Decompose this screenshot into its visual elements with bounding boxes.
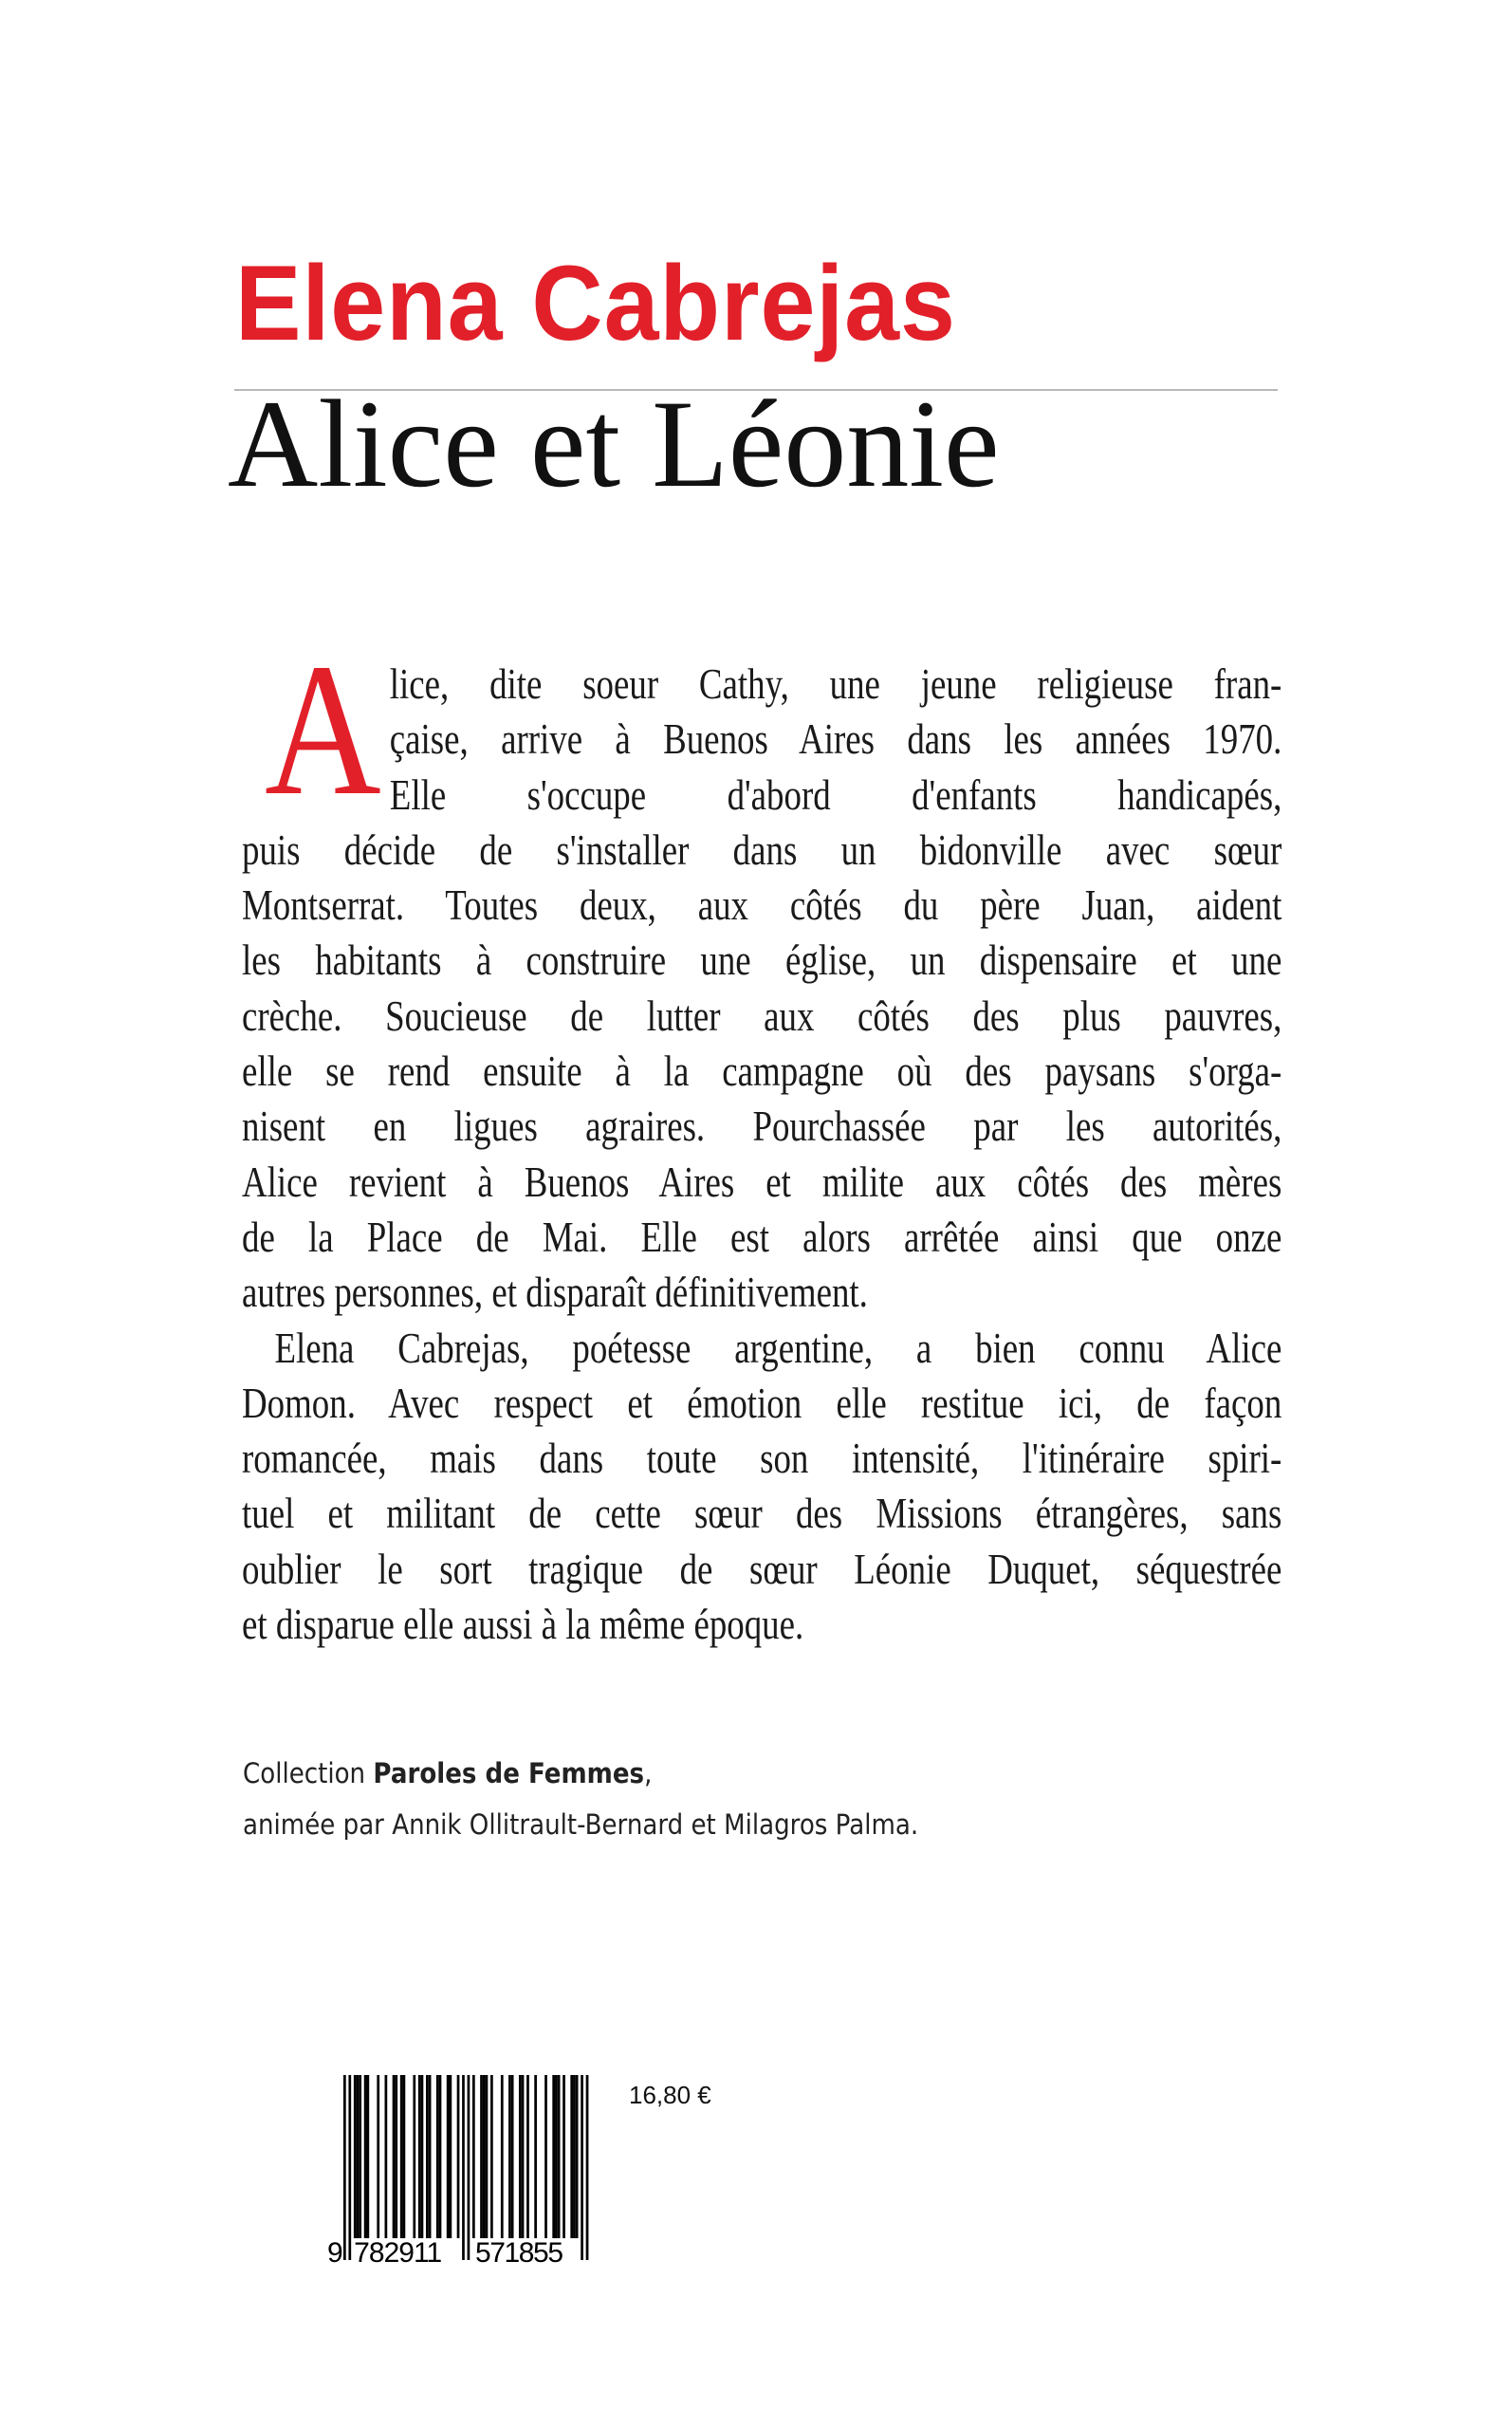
barcode-digits-left: 782911 bbox=[354, 2237, 443, 2268]
barcode-bar bbox=[570, 2075, 573, 2238]
barcode-bar bbox=[526, 2075, 529, 2238]
barcode-bar bbox=[486, 2075, 489, 2238]
collection-line bbox=[243, 1757, 652, 1789]
price: 16,80 € bbox=[629, 2081, 711, 2109]
barcode-bar bbox=[522, 2075, 525, 2238]
barcode-bar bbox=[457, 2075, 460, 2238]
barcode-bar bbox=[413, 2075, 415, 2238]
blurb-line: tuel et militant de cette sœur des Missions étrangères, sans bbox=[242, 1490, 1282, 1538]
barcode-bar bbox=[348, 2075, 351, 2260]
barcode-bar bbox=[519, 2075, 522, 2238]
barcode-bar bbox=[544, 2075, 547, 2238]
barcode-bar bbox=[586, 2075, 589, 2260]
barcode-bar bbox=[393, 2075, 396, 2238]
blurb-line: nisent en ligues agraires. Pourchassée par les autorités, bbox=[242, 1103, 1282, 1151]
isbn-barcode bbox=[323, 2068, 607, 2268]
blurb-line: Montserrat. Toutes deux, aux côtés du père Juan, aident bbox=[242, 881, 1282, 930]
collection-name: Paroles de Femmes bbox=[373, 1757, 645, 1789]
barcode-bar bbox=[429, 2075, 432, 2238]
barcode-bar bbox=[343, 2075, 346, 2260]
barcode-bar bbox=[552, 2075, 555, 2238]
barcode-digits-right: 571855 bbox=[475, 2237, 563, 2268]
barcode-bar bbox=[403, 2075, 406, 2238]
barcode-bar bbox=[483, 2075, 486, 2238]
blurb-line: elle se rend ensuite à la campagne où des paysans s'orga- bbox=[242, 1047, 1282, 1096]
barcode-bar bbox=[472, 2075, 475, 2238]
blurb-line: crèche. Soucieuse de lutter aux côtés des plus pauvres, bbox=[242, 991, 1282, 1040]
barcode-bar bbox=[364, 2075, 367, 2238]
barcode-bar bbox=[462, 2075, 465, 2260]
barcode-bar bbox=[366, 2075, 369, 2238]
barcode-bar bbox=[555, 2075, 558, 2238]
barcode-bar bbox=[447, 2075, 450, 2238]
barcode-bar bbox=[418, 2075, 421, 2238]
barcode-bar bbox=[354, 2075, 357, 2238]
collection-suffix: , bbox=[644, 1757, 653, 1789]
barcode-bar bbox=[562, 2075, 565, 2238]
barcode-bar bbox=[576, 2075, 579, 2238]
book-title: Alice et Léonie bbox=[228, 374, 1000, 513]
blurb-line: çaise, arrive à Buenos Aires dans les années 1970. bbox=[389, 715, 1282, 764]
collection-credits: animée par Annik Ollitrault-Bernard et Milagros Palma. bbox=[243, 1808, 919, 1841]
blurb-line: romancée, mais dans toute son intensité, l'itinéraire spiri- bbox=[242, 1435, 1282, 1483]
blurb-line: de la Place de Mai. Elle est alors arrêtée ainsi que onze bbox=[242, 1213, 1282, 1261]
barcode-bar bbox=[534, 2075, 537, 2238]
barcode-bar bbox=[439, 2075, 442, 2238]
barcode-bar bbox=[581, 2075, 583, 2260]
barcode-bar bbox=[508, 2075, 511, 2238]
barcode-bar bbox=[421, 2075, 424, 2238]
barcode-bar bbox=[400, 2075, 403, 2238]
barcode-bar bbox=[426, 2075, 429, 2238]
blurb-line: lice, dite soeur Cathy, une jeune religieuse fran- bbox=[389, 660, 1282, 708]
barcode-bar bbox=[450, 2075, 452, 2238]
drop-cap: A bbox=[265, 625, 381, 835]
blurb-line: Alice revient à Buenos Aires et milite aux côtés des mères bbox=[242, 1158, 1282, 1206]
blurb-line: puis décide de s'installer dans un bidonville avec sœur bbox=[242, 825, 1282, 874]
barcode-bar bbox=[436, 2075, 439, 2238]
blurb-line: Domon. Avec respect et émotion elle restitue ici, de façon bbox=[242, 1379, 1282, 1427]
blurb-line: Elena Cabrejas, poétesse argentine, a bien connu Alice bbox=[274, 1324, 1282, 1372]
blurb-line: oublier le sort tragique de sœur Léonie Duquet, séquestrée bbox=[242, 1545, 1282, 1593]
barcode-bar bbox=[511, 2075, 514, 2238]
barcode-bar bbox=[573, 2075, 576, 2238]
barcode-bar bbox=[395, 2075, 397, 2238]
author-name: Elena Cabrejas bbox=[235, 244, 956, 362]
barcode-bar bbox=[490, 2075, 493, 2238]
barcode-bar bbox=[385, 2075, 388, 2238]
blurb-text bbox=[242, 657, 1282, 1652]
collection-prefix: Collection bbox=[243, 1757, 374, 1789]
blurb-line: Elle s'occupe d'abord d'enfants handicapés, bbox=[389, 770, 1282, 819]
barcode-bar bbox=[377, 2075, 379, 2238]
blurb-line: et disparue elle aussi à la même époque. bbox=[242, 1601, 804, 1649]
barcode-bar bbox=[468, 2075, 470, 2260]
barcode-bar bbox=[501, 2075, 504, 2238]
barcode-bar bbox=[558, 2075, 561, 2238]
barcode-digit-lead: 9 bbox=[327, 2237, 343, 2268]
barcode-bar bbox=[359, 2075, 361, 2238]
blurb-line: autres personnes, et disparaît définitivement. bbox=[242, 1269, 868, 1317]
barcode-bar bbox=[480, 2075, 483, 2238]
barcode-bar bbox=[357, 2075, 360, 2238]
blurb-line: les habitants à construire une église, un dispensaire et une bbox=[242, 936, 1282, 985]
